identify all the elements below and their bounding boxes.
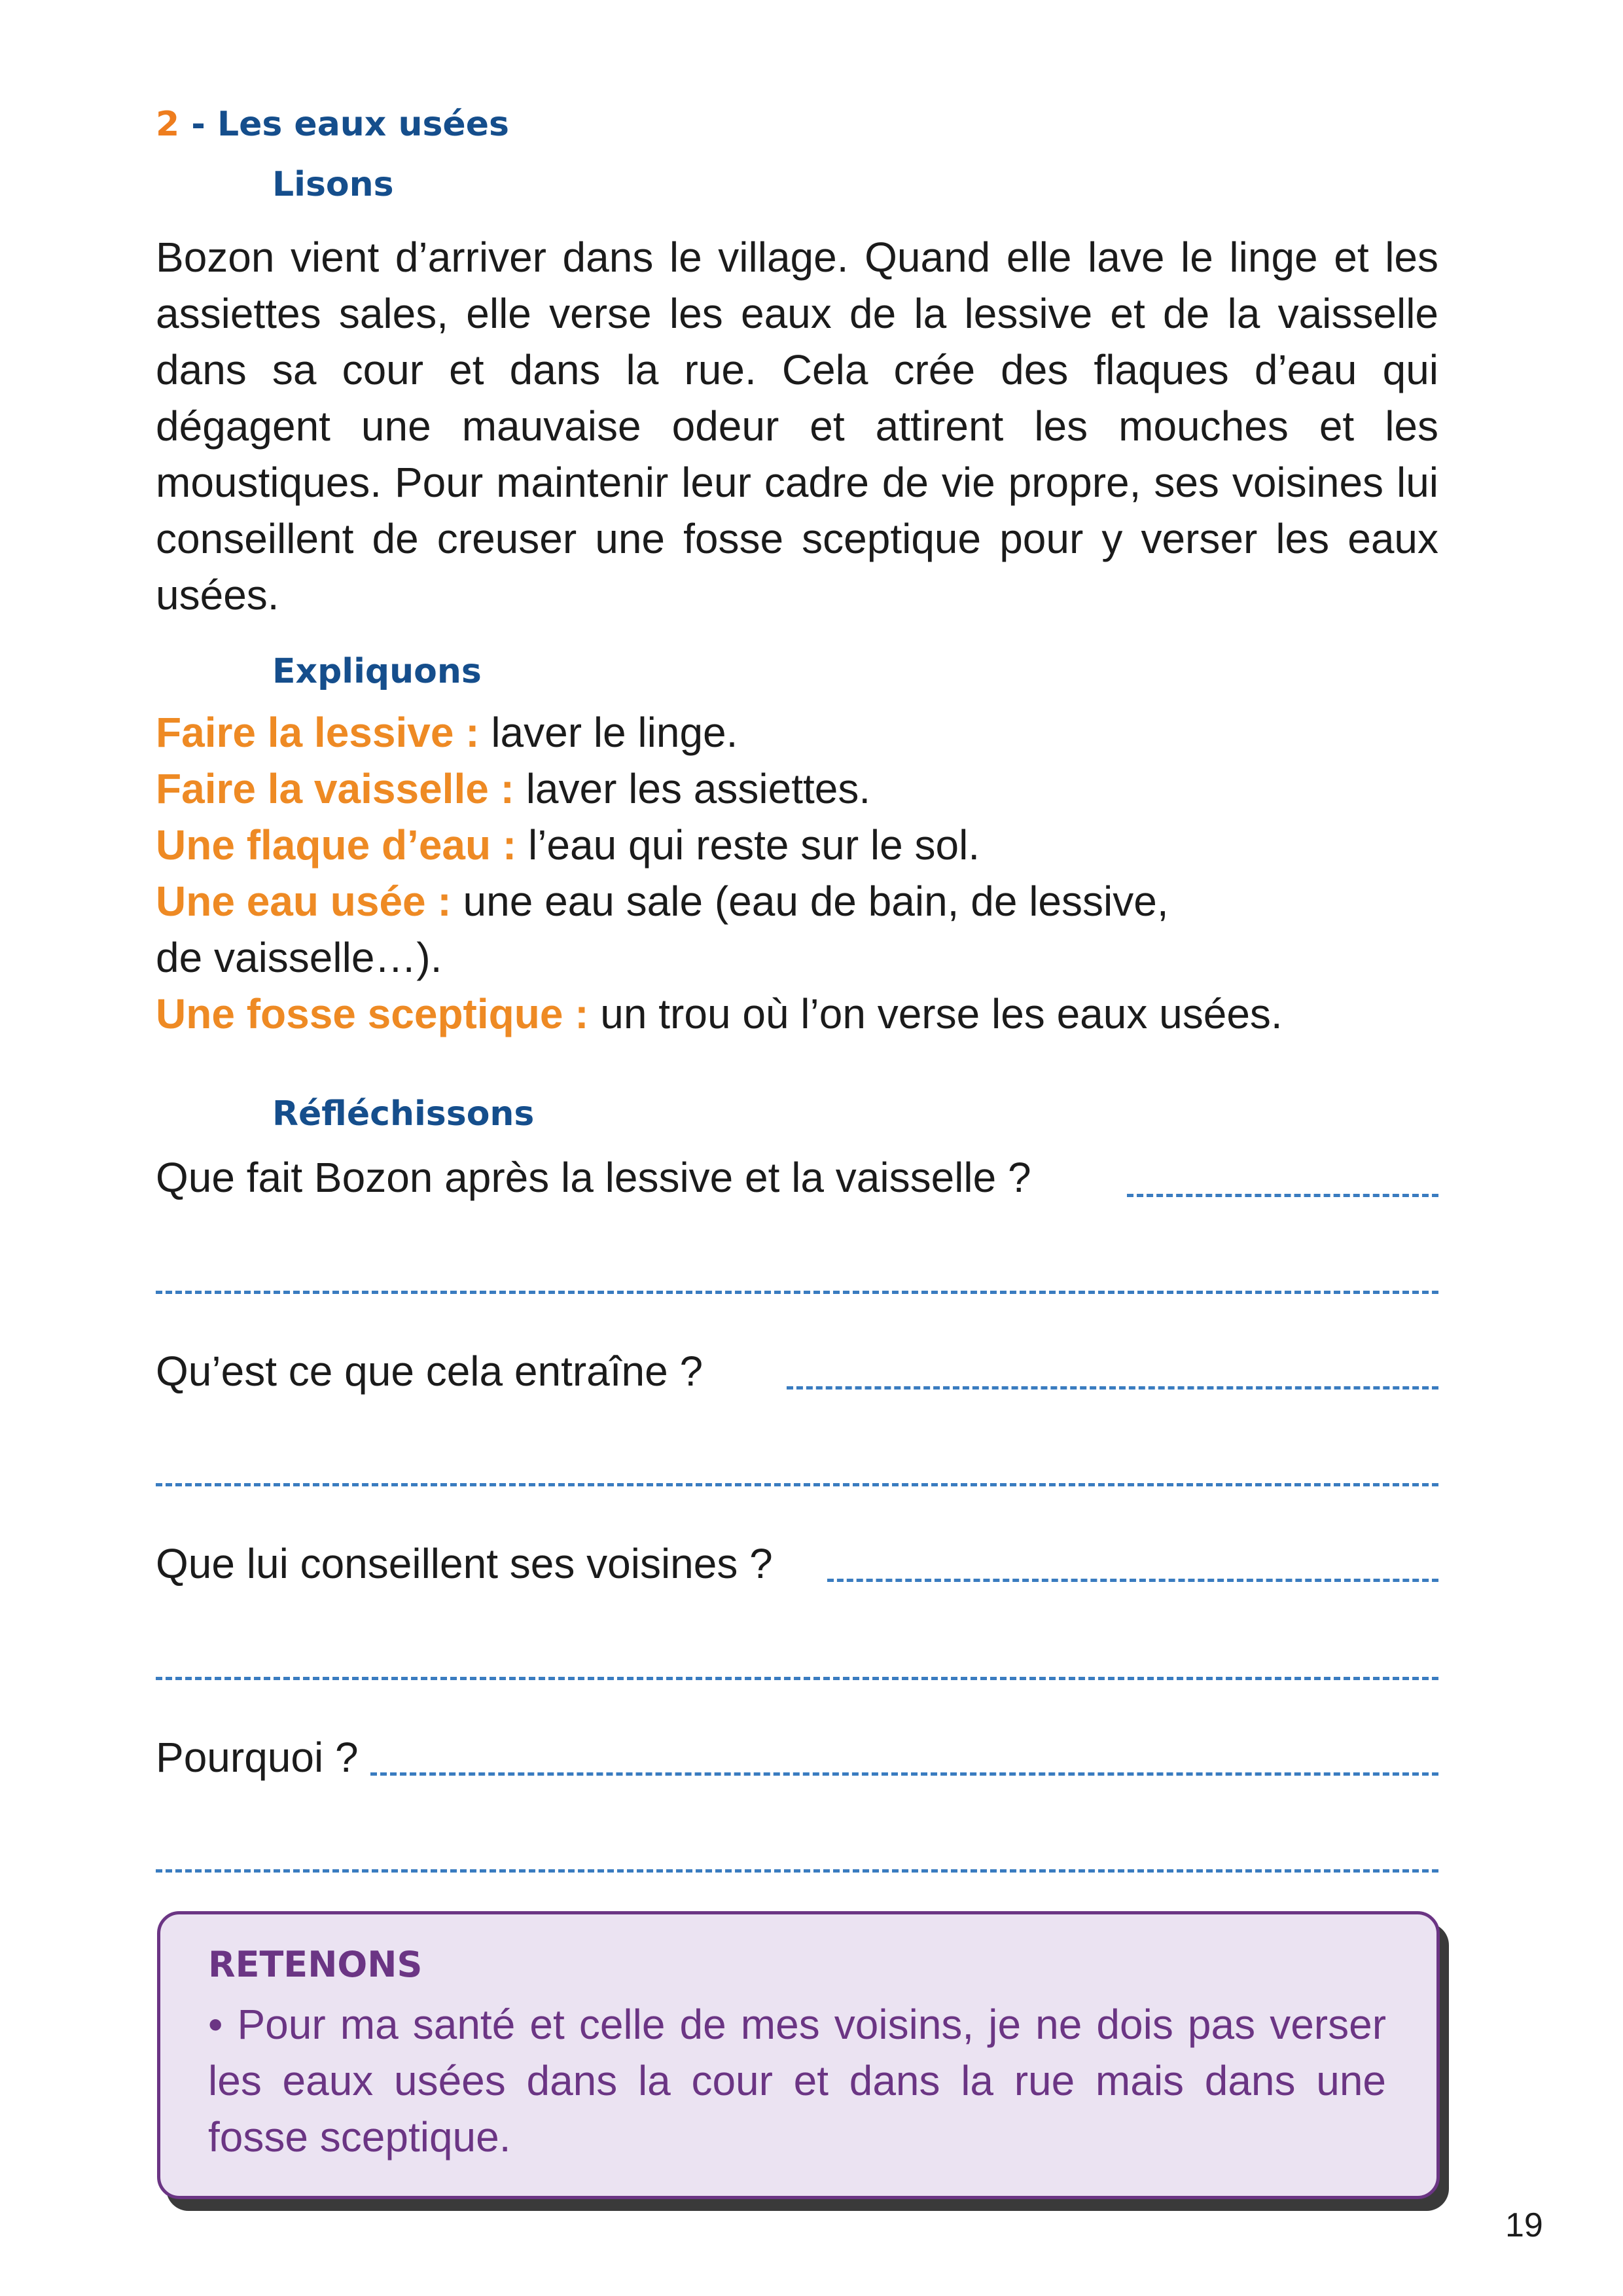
definition-item — [156, 986, 1452, 1042]
lisons-text: Bozon vient d’arriver dans le village. Quand elle lave le linge et les assiettes sales, elle verse les eaux de la lessive et de la vaisselle dans sa cour et dans la rue. Cela crée des flaques d’eau qui dégagent une mauvaise odeur et attirent les mouches et les moustiques. Pour maintenir leur cadre de vie propre, ses voisines lui conseillent de creuser une fosse sceptique pour y verser les eaux usées. — [156, 234, 1438, 619]
definition-text: l’eau qui reste sur le sol. — [516, 821, 980, 869]
page-number: 19 — [1505, 2206, 1543, 2244]
definition-term: Une eau usée : — [156, 878, 452, 925]
definition-item — [156, 873, 1452, 929]
definition-term: Faire la vaisselle : — [156, 765, 514, 812]
answer-line[interactable] — [156, 1677, 1438, 1680]
definition-term: Une flaque d’eau : — [156, 821, 517, 869]
definitions-list — [156, 704, 1452, 1042]
definition-item — [156, 817, 1452, 873]
definition-text: laver les assiettes. — [514, 765, 871, 812]
section-title — [156, 105, 509, 144]
answer-line[interactable] — [156, 1291, 1438, 1294]
definition-text: laver le linge. — [479, 709, 738, 756]
question-2: Qu’est ce que cela entraîne ? — [156, 1348, 704, 1395]
question-4: Pourquoi ? — [156, 1734, 359, 1781]
answer-line[interactable] — [827, 1579, 1438, 1582]
definition-term: Faire la lessive : — [156, 709, 480, 756]
section-title-text: - Les eaux usées — [179, 105, 509, 144]
lisons-heading: Lisons — [272, 165, 394, 204]
question-3: Que lui conseillent ses voisines ? — [156, 1540, 773, 1587]
retenons-heading: RETENONS — [208, 1944, 423, 1985]
definition-item — [156, 761, 1452, 817]
lisons-paragraph — [156, 229, 1438, 623]
retenons-text: • Pour ma santé et celle de mes voisins, je ne dois pas verser les eaux usées dans la cour et dans la rue mais dans une fosse sceptique. — [208, 2001, 1386, 2161]
definition-text: un trou où l’on verse les eaux usées. — [588, 990, 1283, 1037]
answer-line[interactable] — [156, 1483, 1438, 1486]
question-1: Que fait Bozon après la lessive et la vaisselle ? — [156, 1154, 1031, 1201]
definition-text: une eau sale (eau de bain, de lessive, — [451, 878, 1169, 925]
definition-item — [156, 704, 1452, 761]
answer-line[interactable] — [1127, 1194, 1438, 1197]
reflechissons-heading: Réfléchissons — [272, 1094, 535, 1134]
section-number: 2 — [156, 105, 180, 144]
answer-line[interactable] — [787, 1386, 1438, 1390]
definition-continuation: de vaisselle…). — [156, 934, 442, 981]
answer-line[interactable] — [156, 1869, 1438, 1873]
expliquons-heading: Expliquons — [272, 652, 482, 691]
answer-line[interactable] — [370, 1772, 1438, 1776]
definition-term: Une fosse sceptique : — [156, 990, 589, 1037]
